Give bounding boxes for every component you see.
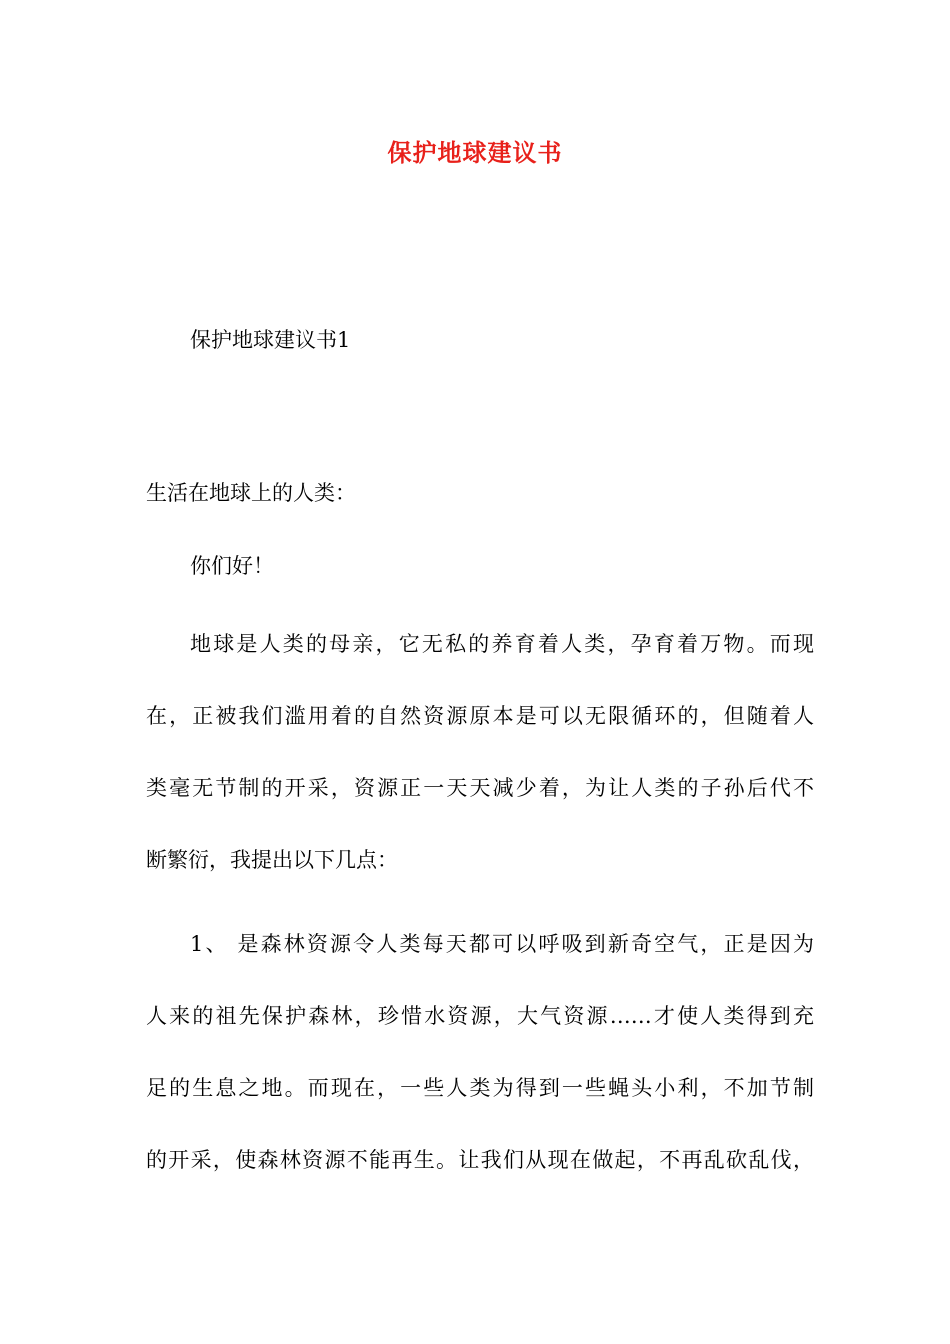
paragraph-2-line-4: 的开采，使森林资源不能再生。让我们从现在做起，不再乱砍乱伐， (146, 1148, 814, 1172)
greeting: 你们好！ (190, 554, 274, 578)
paragraph-2-line-2: 人来的祖先保护森林，珍惜水资源，大气资源……才使人类得到充 (146, 1004, 814, 1028)
paragraph-1-line-4: 断繁衍，我提出以下几点： (146, 848, 398, 872)
paragraph-1-line-3: 类毫无节制的开采，资源正一天天减少着，为让人类的子孙后代不 (146, 776, 814, 800)
paragraph-1-line-1: 地球是人类的母亲，它无私的养育着人类，孕育着万物。而现 (190, 632, 814, 656)
paragraph-2-line-1: 1、 是森林资源令人类每天都可以呼吸到新奇空气，正是因为 (190, 932, 814, 956)
paragraph-2 (146, 928, 814, 1216)
paragraph-1-line-2: 在，正被我们滥用着的自然资源原本是可以无限循环的，但随着人 (146, 704, 814, 728)
section-heading: 保护地球建议书1 (190, 328, 351, 352)
document-title: 保护地球建议书 (387, 138, 563, 167)
paragraph-2-line-3: 足的生息之地。而现在，一些人类为得到一些蝇头小利，不加节制 (146, 1076, 814, 1100)
salutation: 生活在地球上的人类： (146, 481, 356, 505)
paragraph-1 (146, 628, 814, 916)
